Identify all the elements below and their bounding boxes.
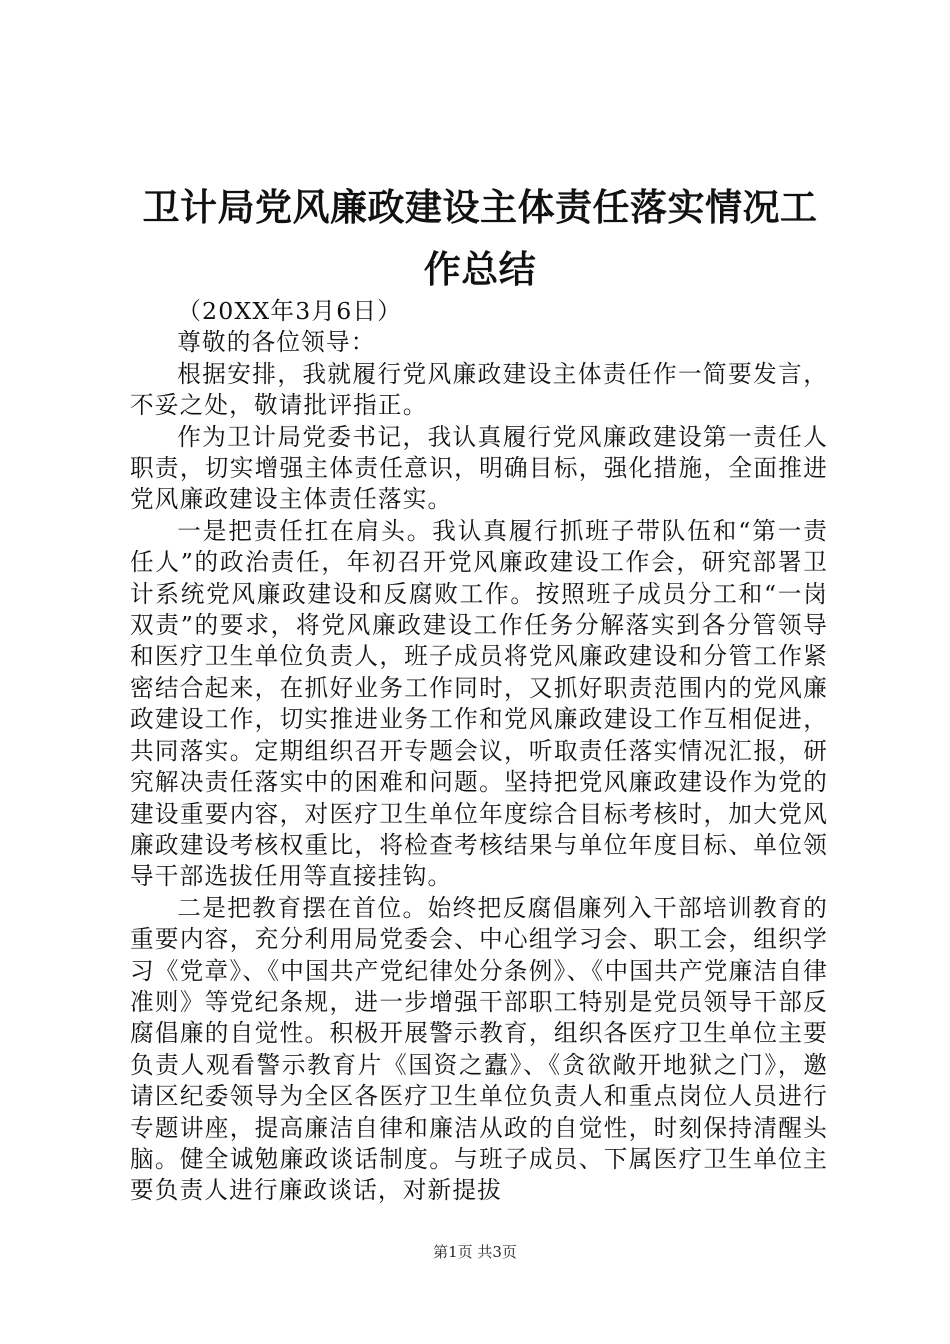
salutation: 尊敬的各位领导： — [177, 328, 376, 357]
page-number: 第1页 共3页 — [433, 1243, 517, 1261]
paragraph-intro: 根据安排，我就履行党风廉政建设主体责任作一简要发言，不妥之处，敬请批评指正。 — [130, 359, 828, 420]
paragraph-overview: 作为卫计局党委书记，我认真履行党风廉政建设第一责任人职责，切实增强主体责任意识，明确目标，强化措施，全面推进党风廉政建设主体责任落实。 — [130, 422, 828, 514]
paragraph-responsibility: 一是把责任扛在肩头。我认真履行抓班子带队伍和“第一责任人”的政治责任，年初召开党风廉政建设工作会，研究部署卫计系统党风廉政建设和反腐败工作。按照班子成员分工和“一岗双责”的要求，将党风廉政建设工作任务分解落实到各分管领导和医疗卫生单位负责人，班子成员将党风廉政建设和分管工作紧密结合起来，在抓好业务工作同时，又抓好职责范围内的党风廉政建设工作，切实推进业务工作和党风廉政建设工作互相促进，共同落实。定期组织召开专题会议，听取责任落实情况汇报，研究解决责任落实中的困难和问题。坚持把党风廉政建设作为党的建设重要内容，对医疗卫生单位年度综合目标考核时，加大党风廉政建设考核权重比，将检查考核结果与单位年度目标、单位领导干部选拔任用等直接挂钩。 — [130, 516, 828, 891]
paragraph-education: 二是把教育摆在首位。始终把反腐倡廉列入干部培训教育的重要内容，充分利用局党委会、中心组学习会、职工会，组织学习《党章》、《中国共产党纪律处分条例》、《中国共产党廉洁自律准则》等党纪条规，进一步增强干部职工特别是党员领导干部反腐倡廉的自觉性。积极开展警示教育，组织各医疗卫生单位主要负责人观看警示教育片《国资之蠹》、《贪欲敞开地狱之门》，邀请区纪委领导为全区各医疗卫生单位负责人和重点岗位人员进行专题讲座，提高廉洁自律和廉洁从政的自觉性，时刻保持清醒头脑。健全诚勉廉政谈话制度。与班子成员、下属医疗卫生单位主要负责人进行廉政谈话，对新提拔 — [130, 893, 828, 1205]
date-line: （20XX年3月6日） — [177, 297, 402, 325]
document-body — [130, 296, 828, 1207]
document-title: 卫计局党风廉政建设主体责任落实情况工作总结 — [142, 185, 818, 291]
